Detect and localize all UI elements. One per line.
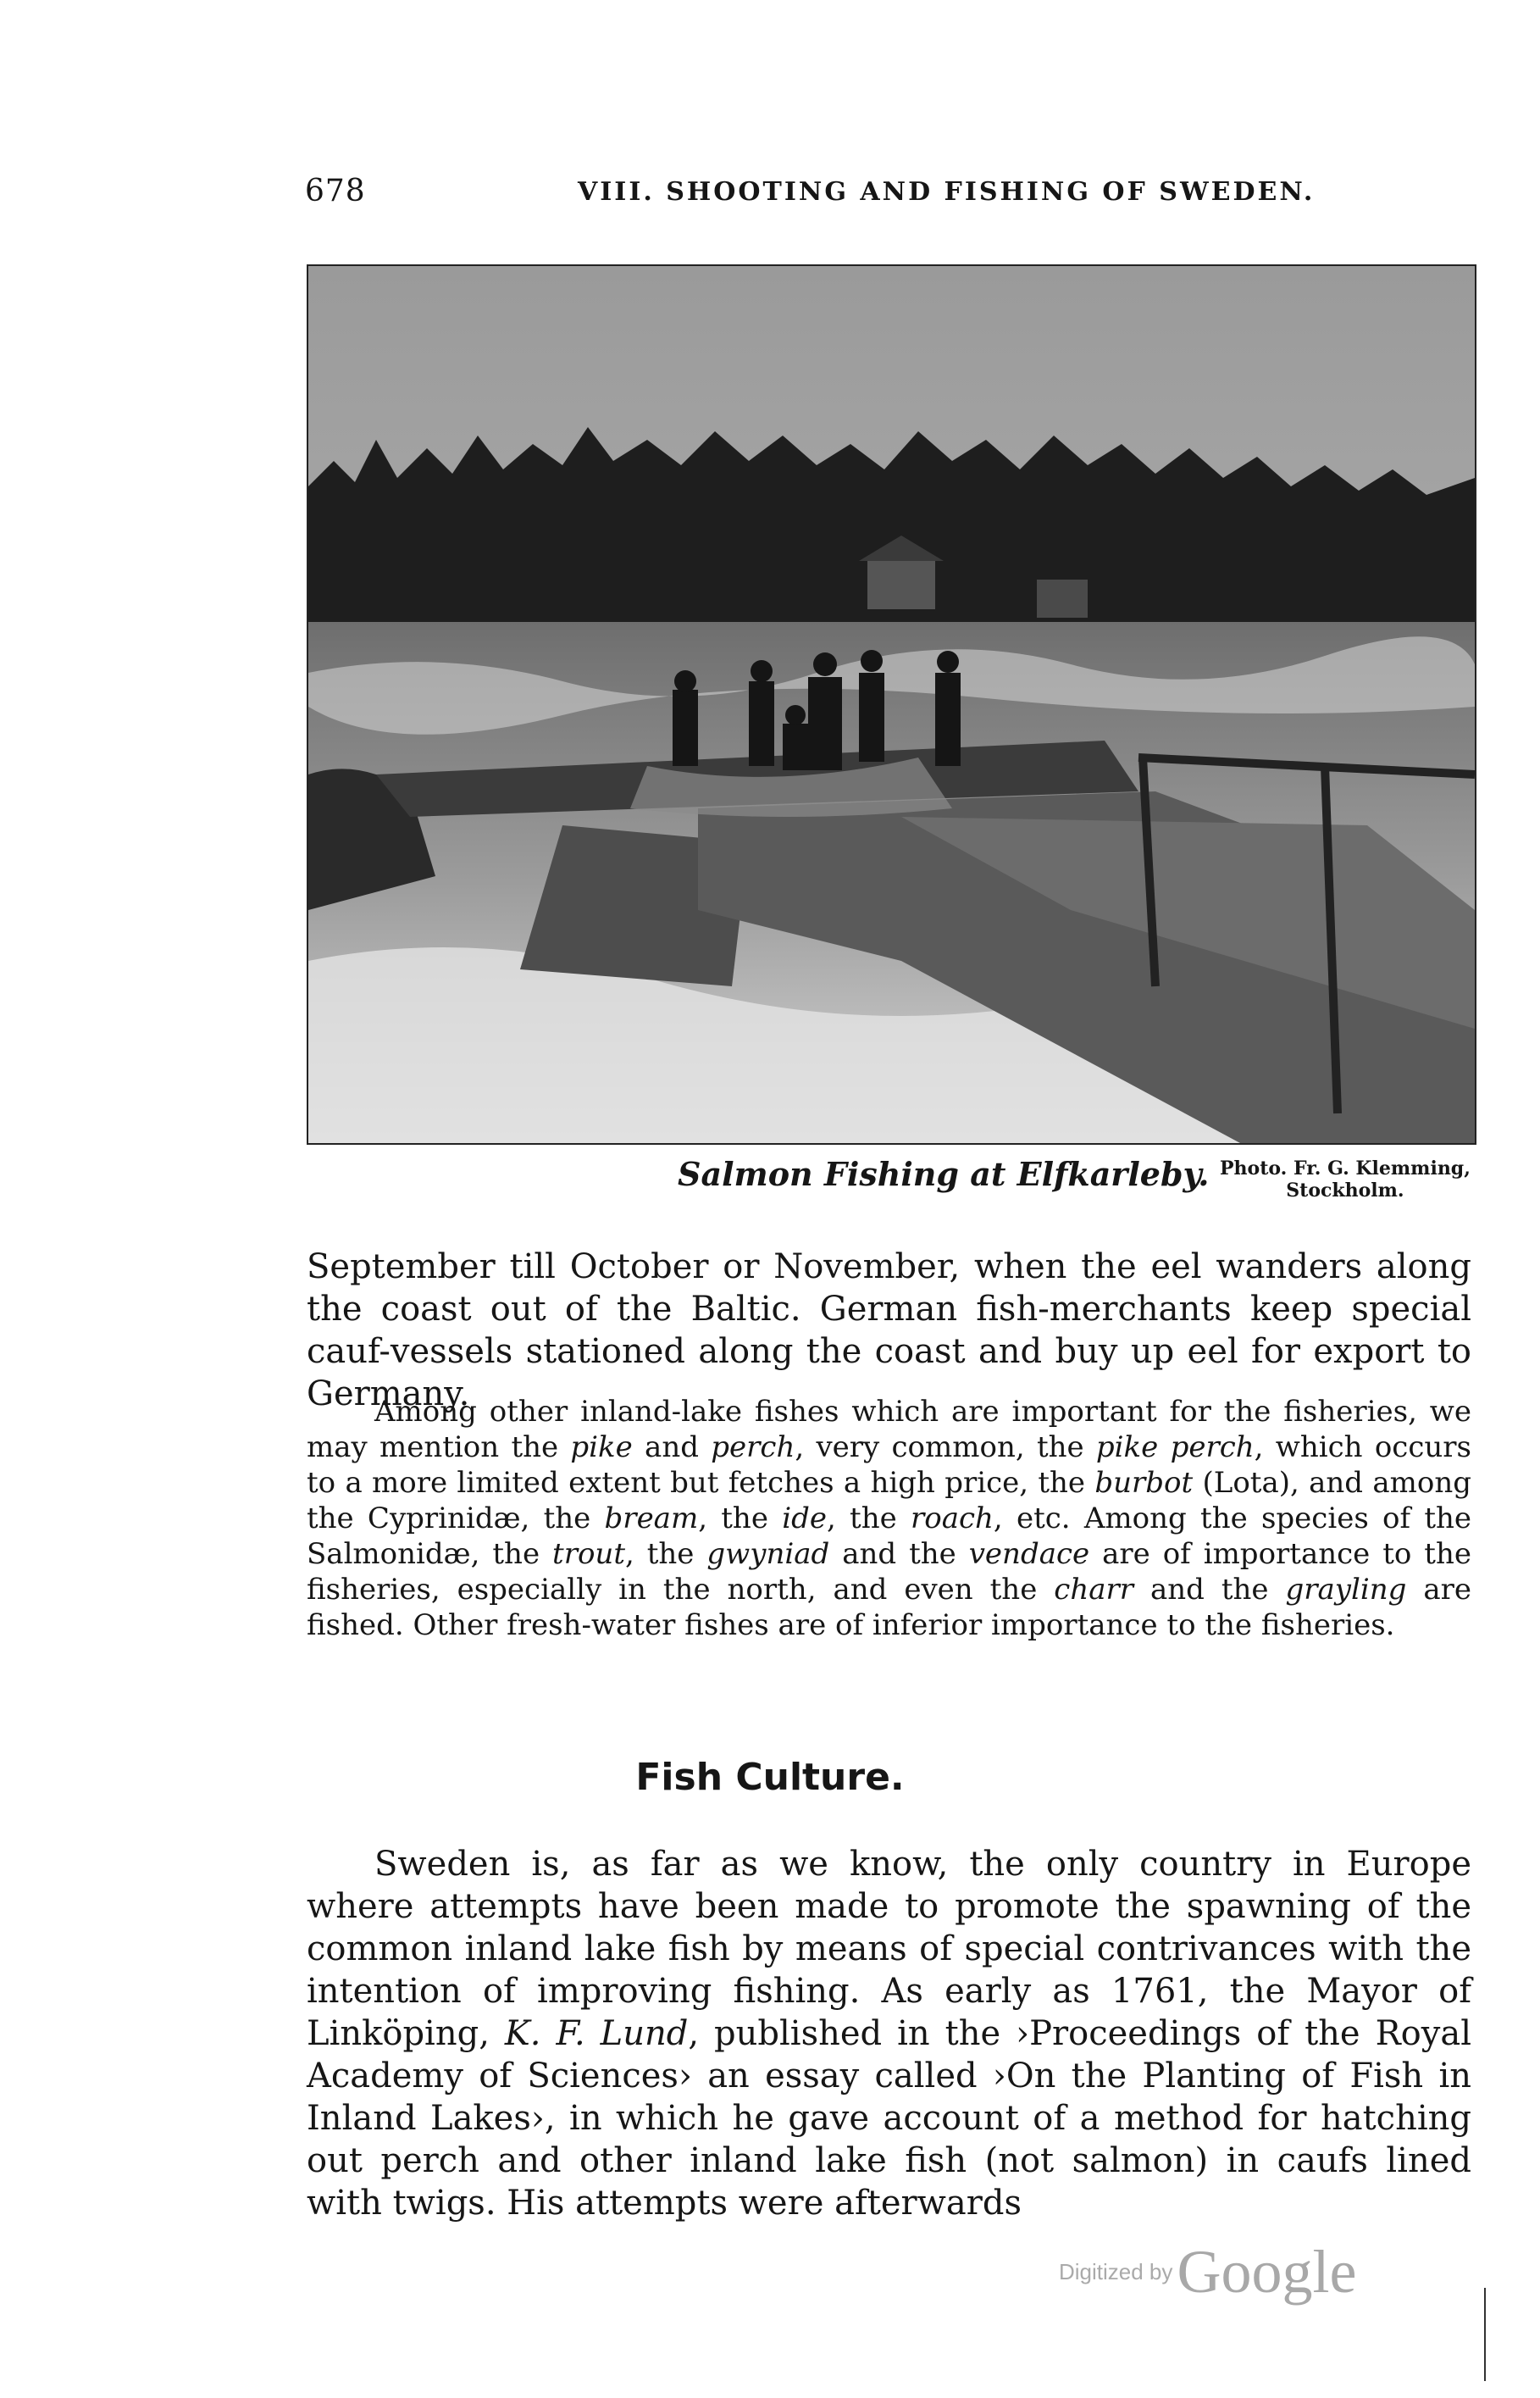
text-run: and the bbox=[829, 1537, 969, 1571]
text-run: are of importance to the fisheries, especially in the north, and even the bbox=[307, 1537, 1471, 1607]
salmon-fishing-photo bbox=[307, 264, 1476, 1145]
text-run: Among other inland-lake fishes which are important for the fisheries, we may mention the bbox=[307, 1395, 1471, 1464]
text-run: , the bbox=[826, 1502, 911, 1535]
paragraph-fish-culture bbox=[307, 1843, 1471, 2224]
watermark-prefix: Digitized by bbox=[1059, 2259, 1173, 2284]
photo-credit-line2: Stockholm. bbox=[1286, 1180, 1404, 1202]
text-run: (Lota), and among the Cyprinidæ, the bbox=[307, 1466, 1472, 1535]
author-name: K. F. Lund bbox=[504, 2014, 689, 2053]
species-term: burbot bbox=[1094, 1466, 1194, 1500]
text-run: are fished. Other fresh-water fishes are of inferior importance to the fisheries. bbox=[307, 1573, 1471, 1642]
running-head: VIII. SHOOTING AND FISHING OF SWEDEN. bbox=[578, 177, 1316, 207]
species-term: perch bbox=[711, 1430, 795, 1464]
species-term: grayling bbox=[1285, 1573, 1407, 1607]
species-term: gwyniad bbox=[706, 1537, 830, 1571]
text-run: and bbox=[632, 1430, 712, 1464]
species-term: roach bbox=[910, 1502, 994, 1535]
paragraph-eel-continuation: September till October or November, when the eel wanders along the coast out of the Baltic. German fish-merchants keep special cauf-vessels stationed along the coast and buy up eel for export to Germany. bbox=[307, 1247, 1471, 1413]
google-logo: Google bbox=[1177, 2238, 1357, 2306]
paragraph-inland-lake-fishes bbox=[307, 1394, 1471, 1643]
photo-illustration bbox=[308, 266, 1475, 1143]
text-run: Sweden is, as far as we know, the only country in Europe where attempts have been made to promote the spawning of the common inland lake fish by means of special contrivances with the intention of improving fishing. As early as 1761, the Mayor of Linköping, bbox=[307, 1845, 1471, 2053]
species-term: ide bbox=[782, 1502, 827, 1535]
digitized-watermark bbox=[1059, 2237, 1356, 2307]
text-run: , the bbox=[698, 1502, 783, 1535]
text-run: , etc. Among the species of the Salmonidæ, the bbox=[307, 1502, 1472, 1571]
species-term: pike bbox=[570, 1430, 633, 1464]
species-term: pike perch bbox=[1095, 1430, 1255, 1464]
page-number: 678 bbox=[305, 174, 366, 208]
section-heading-fish-culture: Fish Culture. bbox=[635, 1756, 905, 1799]
photo-credit-line1: Photo. Fr. G. Klemming, bbox=[1220, 1157, 1471, 1180]
photo-credit bbox=[1220, 1157, 1471, 1202]
species-term: trout bbox=[552, 1537, 625, 1571]
species-term: bream bbox=[604, 1502, 699, 1535]
text-run: , published in the ›Proceedings of the Royal Academy of Sciences› an essay called ›On the Planting of Fish in Inland Lakes›, in which he gave account of a method for hatching out perch and other inland lake fish (not salmon) in caufs lined with twigs. His attempts were afterwards bbox=[307, 2014, 1471, 2223]
species-term: vendace bbox=[968, 1537, 1090, 1571]
figure-caption: Salmon Fishing at Elfkarleby. bbox=[678, 1155, 1210, 1193]
text-run: and the bbox=[1133, 1573, 1286, 1607]
text-run: , which occurs to a more limited extent but fetches a high price, the bbox=[307, 1430, 1471, 1500]
text-run: , very common, the bbox=[795, 1430, 1096, 1464]
text-run: , the bbox=[624, 1537, 707, 1571]
species-term: charr bbox=[1054, 1573, 1133, 1607]
page-edge-mark bbox=[1484, 2288, 1486, 2381]
